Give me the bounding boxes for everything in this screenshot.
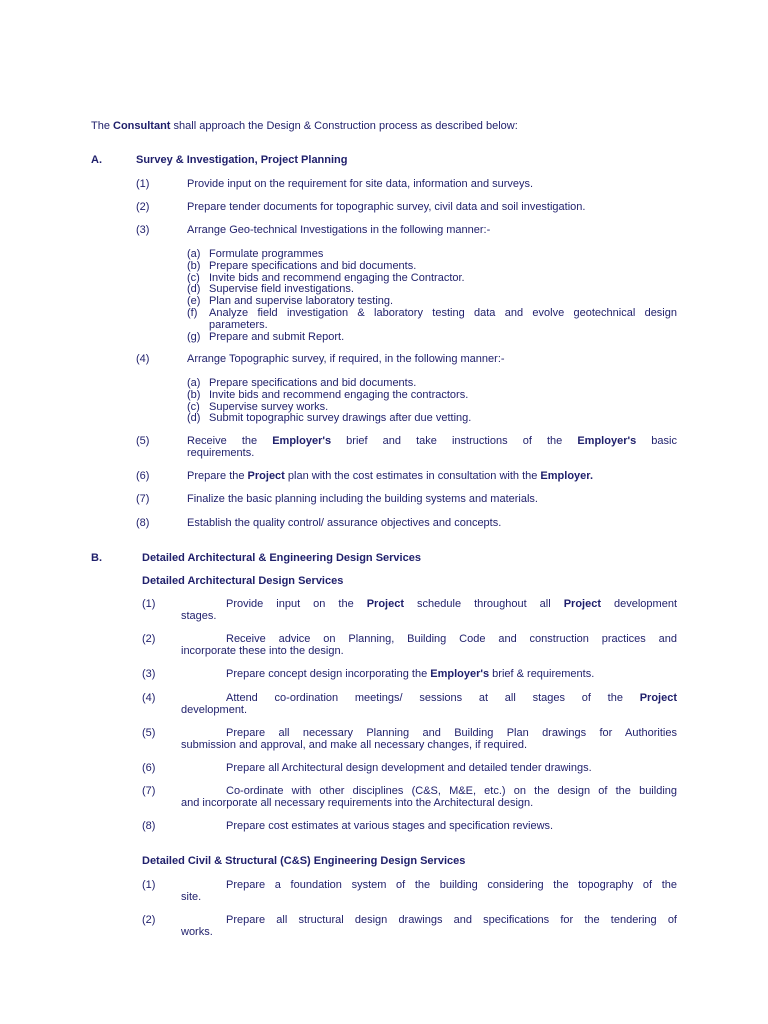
item-number: (7) <box>142 785 156 797</box>
item-text: Receive advice on Planning, Building Code and construction practices and incorporate these into the design. <box>181 633 677 657</box>
item-text: Establish the quality control/ assurance objectives and concepts. <box>187 517 502 529</box>
item-number: (4) <box>136 353 150 365</box>
item-text: Prepare concept design incorporating the Employer's brief & requirements. <box>226 668 595 680</box>
item-text: Receive the Employer's brief and take instructions of the Employer's basic requirements. <box>187 435 677 459</box>
item-text: Prepare all structural design drawings and specifications for the tendering of works. <box>181 914 677 938</box>
item-number: (6) <box>136 470 150 482</box>
item-text: Prepare the Project plan with the cost estimates in consultation with the Employer. <box>187 470 593 482</box>
item-number: (8) <box>142 820 156 832</box>
item-text: Attend co-ordination meetings/ sessions at all stages of the Project development. <box>181 692 677 716</box>
list-item: (c) Invite bids and recommend engaging the Contractor. <box>187 271 465 284</box>
section-b-letter: B. <box>91 552 102 564</box>
section-a-letter: A. <box>91 154 102 166</box>
list-item: (f) Analyze field investigation & laboratory testing data and evolve geotechnical design <box>187 306 677 319</box>
item-text: Arrange Topographic survey, if required, in the following manner:- <box>187 353 505 365</box>
list-item: (b) Invite bids and recommend engaging the contractors. <box>187 388 469 401</box>
list-item-continued: parameters. <box>209 318 268 331</box>
list-item: (d) Supervise field investigations. <box>187 283 354 296</box>
item-number: (8) <box>136 517 150 529</box>
item-number: (2) <box>136 201 150 213</box>
sublist-geotechnical <box>187 248 677 342</box>
list-item: (a) Formulate programmes <box>187 248 324 260</box>
item-number: (5) <box>136 435 150 447</box>
intro-consultant: Consultant <box>113 120 171 132</box>
list-item: (b) Prepare specifications and bid documents. <box>187 259 417 272</box>
item-number: (2) <box>142 914 156 926</box>
item-text: Co-ordinate with other disciplines (C&S, M&E, etc.) on the design of the building and incorporate all necessary requirements into the Architectural design. <box>181 785 677 809</box>
item-number: (4) <box>142 692 156 704</box>
section-b-title: Detailed Architectural & Engineering Design Services <box>142 552 421 564</box>
item-number: (5) <box>142 727 156 739</box>
item-text: Prepare a foundation system of the building considering the topography of the site. <box>181 879 677 903</box>
intro-text-pre: The <box>91 120 114 132</box>
item-number: (2) <box>142 633 156 645</box>
list-item: (c) Supervise survey works. <box>187 400 329 413</box>
item-number: (7) <box>136 493 150 505</box>
item-text: Prepare tender documents for topographic survey, civil data and soil investigation. <box>187 201 586 213</box>
item-text: Finalize the basic planning including the building systems and materials. <box>187 493 538 505</box>
section-a-title: Survey & Investigation, Project Planning <box>136 154 348 166</box>
item-text: Provide input on the Project schedule throughout all Project development stages. <box>181 598 677 622</box>
item-number: (3) <box>142 668 156 680</box>
item-text: Provide input on the requirement for site data, information and surveys. <box>187 178 534 190</box>
list-item: (g) Prepare and submit Report. <box>187 330 345 343</box>
list-item: (d) Submit topographic survey drawings after due vetting. <box>187 412 472 425</box>
item-number: (3) <box>136 224 150 236</box>
list-item: (a) Prepare specifications and bid documents. <box>187 377 417 389</box>
item-number: (1) <box>142 598 156 610</box>
sublist-topographic <box>187 377 471 424</box>
item-text: Prepare cost estimates at various stages and specification reviews. <box>226 820 554 832</box>
architectural-subheading: Detailed Architectural Design Services <box>142 575 344 587</box>
intro-paragraph <box>91 120 518 132</box>
list-item: (e) Plan and supervise laboratory testing. <box>187 295 394 308</box>
item-number: (1) <box>136 178 150 190</box>
intro-text-post: shall approach the Design & Construction process as described below: <box>170 120 518 132</box>
item-number: (6) <box>142 762 156 774</box>
item-number: (1) <box>142 879 156 891</box>
item-text: Prepare all necessary Planning and Building Plan drawings for Authorities submission and approval, and make all necessary changes, if required. <box>181 727 677 751</box>
civil-structural-subheading: Detailed Civil & Structural (C&S) Engineering Design Services <box>142 855 466 867</box>
item-text: Arrange Geo-technical Investigations in the following manner:- <box>187 224 491 236</box>
item-text: Prepare all Architectural design development and detailed tender drawings. <box>226 762 592 774</box>
